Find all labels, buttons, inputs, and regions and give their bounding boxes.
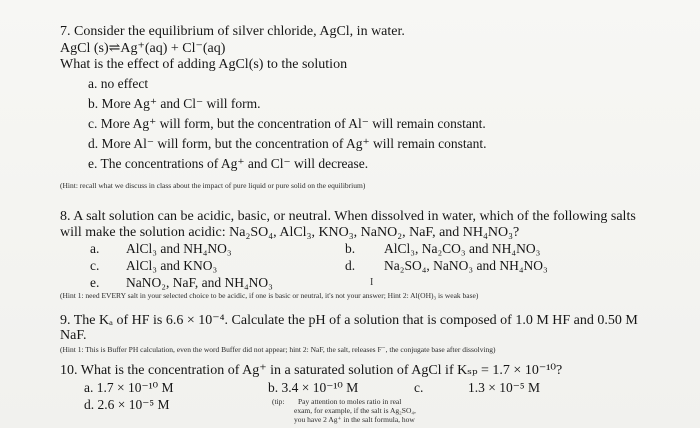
q8-line1: 8. A salt solution can be acidic, basic, or neutral. When dissolved in water, which of the following salts <box>60 209 636 224</box>
q8-line2: will make the solution acidic: Na₂SO₄, AlCl₃, KNO₃, NaNO₂, NaF, and NH₄NO₃? <box>60 225 520 240</box>
text-cursor-icon: I <box>370 277 374 288</box>
q7-option-d: d. More Al⁻ will form, but the concentration of Ag⁺ will remain constant. <box>88 136 487 151</box>
q8-option-e-label: e. <box>90 275 100 290</box>
q8-option-c-label: c. <box>90 258 100 273</box>
q10-option-c: 1.3 × 10⁻⁵ M <box>468 380 540 395</box>
q8-option-b: AlCl₃, Na₂CO₃ and NH₄NO₃ <box>384 241 541 256</box>
q7-option-b: b. More Ag⁺ and Cl⁻ will form. <box>88 96 261 111</box>
q10-tip-label: (tip: <box>272 397 285 406</box>
q10-tip-line-3: you have 2 Ag⁺ in the salt formula, how <box>294 415 415 424</box>
q10-tip-line-1: Pay attention to moles ratio in real <box>298 397 402 406</box>
q7-option-e: e. The concentrations of Ag⁺ and Cl⁻ will decrease. <box>88 156 369 171</box>
q10-option-c-label: c. <box>414 380 424 395</box>
q8-hint: (Hint 1: need EVERY salt in your selected choice to be acidic, if one is basic or neutral, it's not your answer; Hint 2: Al(OH)₃ is weak base) <box>60 291 479 300</box>
q7-option-c: c. More Ag⁺ will form, but the concentration of Al⁻ will remain constant. <box>88 116 486 131</box>
q8-option-c: AlCl₃ and KNO₃ <box>126 258 218 273</box>
q8-option-a-label: a. <box>90 241 100 256</box>
q8-option-e: NaNO₂, NaF, and NH₄NO₃ <box>126 275 273 290</box>
q10-option-d: d. 2.6 × 10⁻⁵ M <box>84 397 170 412</box>
q8-option-b-label: b. <box>345 241 356 256</box>
q10-tip-line-2: exam, for example, if the salt is Ag₂SO₄, <box>294 406 416 415</box>
q8-option-a: AlCl₃ and NH₄NO₃ <box>126 241 232 256</box>
q10-option-a: a. 1.7 × 10⁻¹⁰ M <box>84 380 174 395</box>
q7-question: What is the effect of adding AgCl(s) to the solution <box>60 57 348 72</box>
q10-question: 10. What is the concentration of Ag⁺ in a saturated solution of AgCl if Kₛₚ = 1.7 × 10⁻¹⁰? <box>60 363 563 378</box>
q7-hint: (Hint: recall what we discuss in class about the impact of pure liquid or pure solid on the equilibrium) <box>60 181 366 190</box>
q7-title: 7. Consider the equilibrium of silver chloride, AgCl, in water. <box>60 24 405 39</box>
q8-option-d-label: d. <box>345 258 356 273</box>
q8-option-d: Na₂SO₄, NaNO₃ and NH₄NO₃ <box>384 258 548 273</box>
q9-hint: (Hint 1: This is Buffer PH calculation, even the word Buffer did not appear; hint 2: NaF, the salt, releases F⁻, the conjugate base after dissolving) <box>60 345 496 354</box>
q7-option-a: a. no effect <box>88 76 149 91</box>
q10-option-b: b. 3.4 × 10⁻¹⁰ M <box>268 380 359 395</box>
q9-line1: 9. The Kₐ of HF is 6.6 × 10⁻⁴. Calculate the pH of a solution that is composed of 1.0 M HF and 0.50 M <box>60 313 638 328</box>
q9-line2: NaF. <box>60 328 87 343</box>
q7-equation: AgCl (s)⇌Ag⁺(aq) + Cl⁻(aq) <box>60 41 226 56</box>
